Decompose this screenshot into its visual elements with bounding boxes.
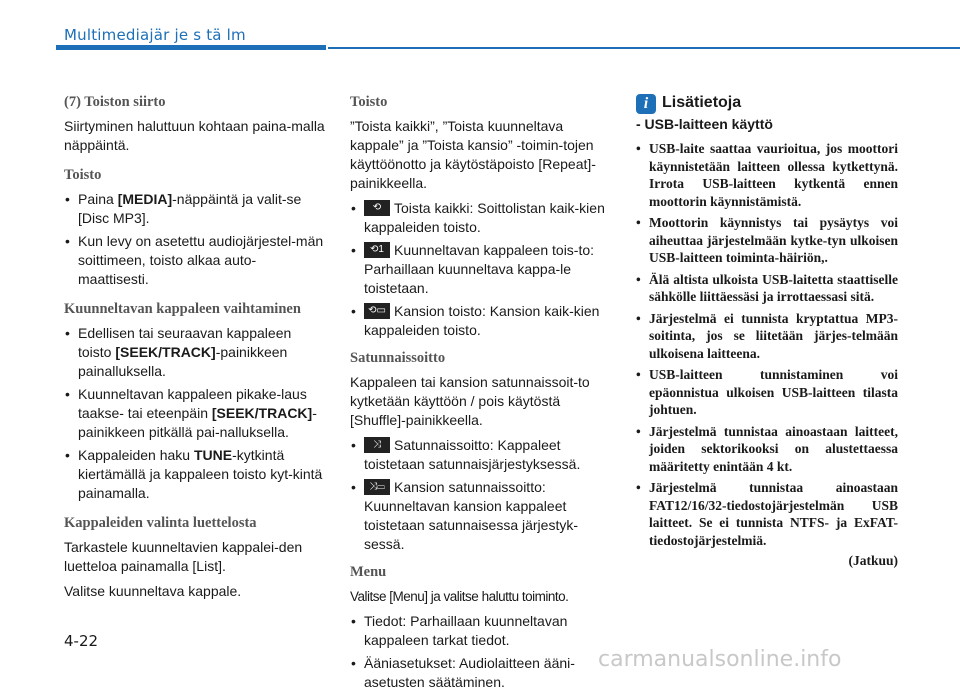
heading-shuffle: Satunnaissoitto [350, 350, 446, 366]
list-item: • ⟲▭ Kansion toisto: Kansion kaik-kien kappaleiden toisto. [350, 302, 612, 340]
repeat-all-icon: • ⟲ [364, 200, 390, 216]
list-item: • Ääniasetukset: Audiolaitteen ääni-asetusten säätäminen. [350, 654, 612, 692]
info-list [636, 140, 898, 549]
paragraph-shuffle: Kappaleen tai kansion satunnaissoit-to kytketään käyttöön / pois käytöstä [Shuffle]-painikkeella. [350, 374, 590, 428]
column-1 [64, 94, 326, 607]
heading-menu: Menu [350, 564, 387, 580]
continued-label: (Jatkuu) [848, 553, 898, 568]
list-item: • ⤨▭ Kansion satunnaissoitto: Kuunneltavan kansion kappaleet toistetaan satunnaisessa järjestyk-sessä. [350, 478, 612, 554]
list-item: • Järjestelmä tunnistaa ainoastaan FAT12/16/32-tiedostojärjestelmän USB laitteet. Se ei tunnista NTFS- ja ExFAT-tiedostojärjestelmiä. [636, 479, 898, 549]
heading-play: Toisto [64, 167, 102, 183]
info-subtitle: - USB-laitteen käyttö [636, 116, 773, 132]
list-item: • Järjestelmä tunnistaa ainoastaan laitteet, joiden sektorikooksi on alustettaessa määritetty enintään 4 kt. [636, 423, 898, 476]
shuffle-list [350, 436, 612, 554]
menu-list [350, 612, 612, 692]
list-item: • Tiedot: Parhaillaan kuunneltavan kappaleen tarkat tiedot. [350, 612, 612, 650]
info-title: Lisätietoja [662, 94, 742, 111]
list-item: • USB-laite saattaa vaurioitua, jos moottori käynnistetään laitteen ollessa kytkettynä. Irrota USB-laitteen kytkentä ennen moottorin käynnistämistä. [636, 140, 898, 210]
repeat-folder-icon: • ⟲▭ [364, 303, 390, 319]
paragraph-menu: Valitse [Menu] ja valitse haluttu toiminto. [350, 589, 569, 604]
shuffle-icon: • ⤨ [364, 437, 390, 453]
list-item: • Älä altista ulkoista USB-laitetta staattiselle sähkölle liittäessäsi ja irrottaessasi sitä. [636, 271, 898, 306]
list-item: • Järjestelmä ei tunnista kryptattua MP3-soitinta, jos se liitetään järjes-telmään ulkoisena laitteena. [636, 310, 898, 363]
header-rule [328, 47, 960, 49]
paragraph-seek: Siirtyminen haluttuun kohtaan paina-malla näppäintä. [64, 118, 325, 153]
list-item: • Kuunneltavan kappaleen pikake-laus taakse- tai eteenpäin [SEEK/TRACK]-painikkeen pitkällä pai-nalluksella. [64, 385, 326, 442]
heading-seek: (7) Toiston siirto [64, 94, 166, 110]
column-3 [636, 94, 898, 569]
list-item: • Kappaleiden haku TUNE-kytkintä kiertämällä ja kappaleen toisto kyt-kintä painamalla. [64, 446, 326, 503]
list-item: • ⤨ Satunnaissoitto: Kappaleet toistetaan satunnaisjärjestyksessä. [350, 436, 612, 474]
repeat-list [350, 199, 612, 340]
paragraph-repeat: ”Toista kaikki”, ”Toista kuunneltava kappale” ja ”Toista kansio” -toimin-tojen käyttöönotto ja käytöstäpoisto [Repeat]-painikkeella. [350, 118, 596, 191]
list-item: • Kun levy on asetettu audiojärjestel-män soittimeen, toisto alkaa auto-maattisesti. [64, 232, 326, 289]
heading-list-select: Kappaleiden valinta luettelosta [64, 515, 257, 531]
list-item: • Edellisen tai seuraavan kappaleen toisto [SEEK/TRACK]-painikkeen painalluksella. [64, 324, 326, 381]
page-number: 4-22 [64, 632, 99, 650]
header-bar [56, 45, 326, 50]
list-item: • ⟲ Toista kaikki: Soittolistan kaik-kien kappaleiden toisto. [350, 199, 612, 237]
change-track-list [64, 324, 326, 503]
list-item: • Moottorin käynnistys tai pysäytys voi aiheuttaa järjestelmään kytke-tyn ulkoisen USB-laitteen toiminta-häiriön,. [636, 214, 898, 267]
column-2 [350, 94, 612, 700]
heading-repeat: Toisto [350, 94, 388, 110]
paragraph-list-2: Valitse kuunneltava kappale. [64, 583, 242, 599]
heading-change-track: Kuunneltavan kappaleen vaihtaminen [64, 301, 301, 317]
play-list [64, 190, 326, 289]
section-title: Multimediajär je s tä lm [64, 26, 246, 44]
paragraph-list-1: Tarkastele kuunneltavien kappalei-den luetteloa painamalla [List]. [64, 539, 303, 574]
repeat-one-icon: • ⟲1 [364, 242, 390, 258]
info-header [636, 94, 898, 112]
list-item: • Paina [MEDIA]-näppäintä ja valit-se [Disc MP3]. [64, 190, 326, 228]
watermark: carmanualsonline.info [598, 647, 842, 672]
info-icon: i [636, 94, 656, 114]
list-item: • USB-laitteen tunnistaminen voi epäonnistua ulkoisen USB-laitteen tilasta johtuen. [636, 366, 898, 419]
shuffle-folder-icon: • ⤨▭ [364, 479, 390, 495]
list-item: • ⟲1 Kuunneltavan kappaleen tois-to: Parhaillaan kuunneltava kappa-le toistetaan. [350, 241, 612, 298]
